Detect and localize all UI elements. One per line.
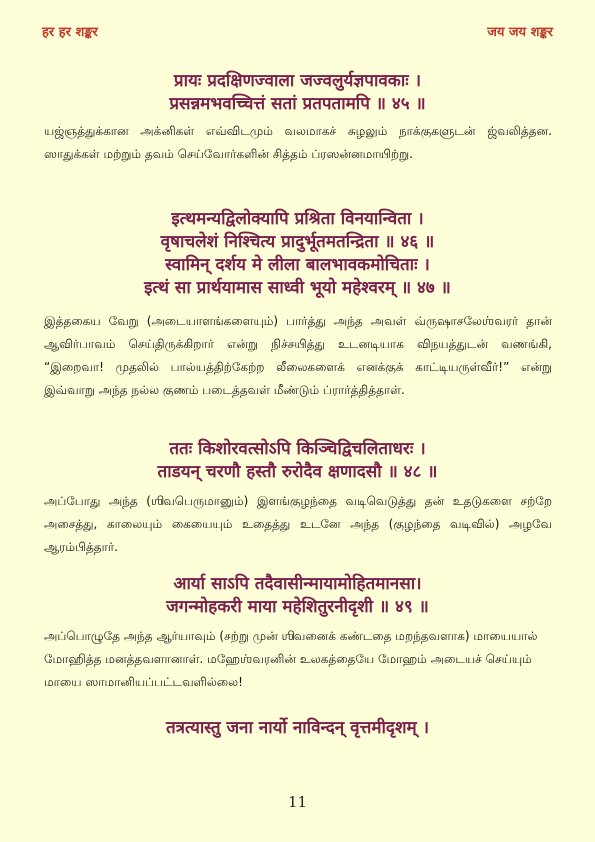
verse-45 bbox=[0, 70, 595, 116]
verse-line: जगन्मोहकरी माया महेशितुरनीदृशी ॥ ४९ ॥ bbox=[166, 597, 429, 617]
verse-49 bbox=[0, 573, 595, 619]
verse-line: स्वामिन् दर्शय मे लीला बालभावकमोचिताः । bbox=[165, 255, 430, 275]
verse-48 bbox=[0, 438, 595, 484]
verse-line: ताडयन् चरणौ हस्तौ रुरोदैव क्षणादसौ ॥ ४८ ॥ bbox=[157, 462, 438, 482]
page-header bbox=[42, 22, 553, 40]
verse-line: इत्थमन्यद्विलोक्यापि प्रश्रिता विनयान्विता । bbox=[171, 209, 424, 229]
verse-line: इत्थं सा प्रार्थयामास साध्वी भूयो महेश्वरम् ॥ ४७ ॥ bbox=[144, 278, 451, 298]
verse-50-partial bbox=[0, 717, 595, 740]
verse-line: तत्रत्यास्तु जना नार्यो नाविन्दन् वृत्तमीदृशम् । bbox=[165, 718, 430, 738]
header-right: जय जय शङ्कर bbox=[487, 25, 553, 40]
translation-49: அப்பொழுதே அந்த ஆர்யாவும் (சற்று முன் ஶிவனைக் கண்டதை மறந்தவளாக) மாயையால் மோஹித்த மனத்தவளானாள். மஹேஶ்வரனின் உலகத்தையே மோஹம் அடையச் செய்யும் மாயை ஸாமானியப்பட்டவளில்லை! bbox=[44, 629, 538, 689]
verse-line: वृषाचलेशं निश्चित्य प्रादुर्भूतमतन्द्रिता ॥ ४६ ॥ bbox=[160, 232, 435, 252]
translation-46-47: இத்தகைய வேறு (அடையாளங்களையும்) பார்த்து அந்த அவள் வ்ருஷாசலேஶ்வரர் தான் ஆவிர்பாவம் செய்திருக்கிறார் என்று நிச்சயித்து உடனடியாக விநயத்துடன் வணங்கி, “இறைவா! முதலில் பால்யத்திற்கேற்ற லீலைகளைக் எனக்குக் காட்டியருள்வீர்!” என்று இவ்வாறு அந்த நல்ல குணம் படைத்தவள் மீண்டும் ப்ரார்த்தித்தாள். bbox=[44, 314, 552, 397]
verse-line: प्रसन्नमभवच्चित्तं सतां प्रतपतामपि ॥ ४५ ॥ bbox=[169, 94, 426, 114]
verse-line: प्रायः प्रदक्षिणज्वाला जज्वलुर्यज्ञपावकाः । bbox=[173, 71, 422, 91]
translation-45: யஜ்ஞத்துக்கான அக்னிகள் எவ்விடமும் வலமாகச் சுழலும் நாக்குகளுடன் ஜ்வலித்தன. ஸாதுக்கள் மற்றும் தவம் செய்வோர்களின் சித்தம் ப்ரஸன்னமாயிற்று. bbox=[44, 124, 552, 161]
verse-46-47 bbox=[0, 208, 595, 300]
translation-48: அப்போது அந்த (ஶிவபெருமானும்) இளங்குழந்தை வடிவெடுத்து தன் உதடுகளை சற்றே அசைத்து, காலையும் கையையும் உதைத்து உடனே அந்த (குழந்தை வடிவில்) அழவே ஆரம்பித்தார். bbox=[44, 494, 552, 554]
header-left: हर हर शङ्कर bbox=[42, 25, 98, 40]
verse-line: आर्या साऽपि तदैवासीन्मायामोहितमानसा। bbox=[173, 574, 422, 594]
verse-line: ततः किशोरवत्सोऽपि किञ्चिद्विचलिताधरः । bbox=[169, 439, 426, 459]
page-number: 11 bbox=[287, 793, 308, 811]
